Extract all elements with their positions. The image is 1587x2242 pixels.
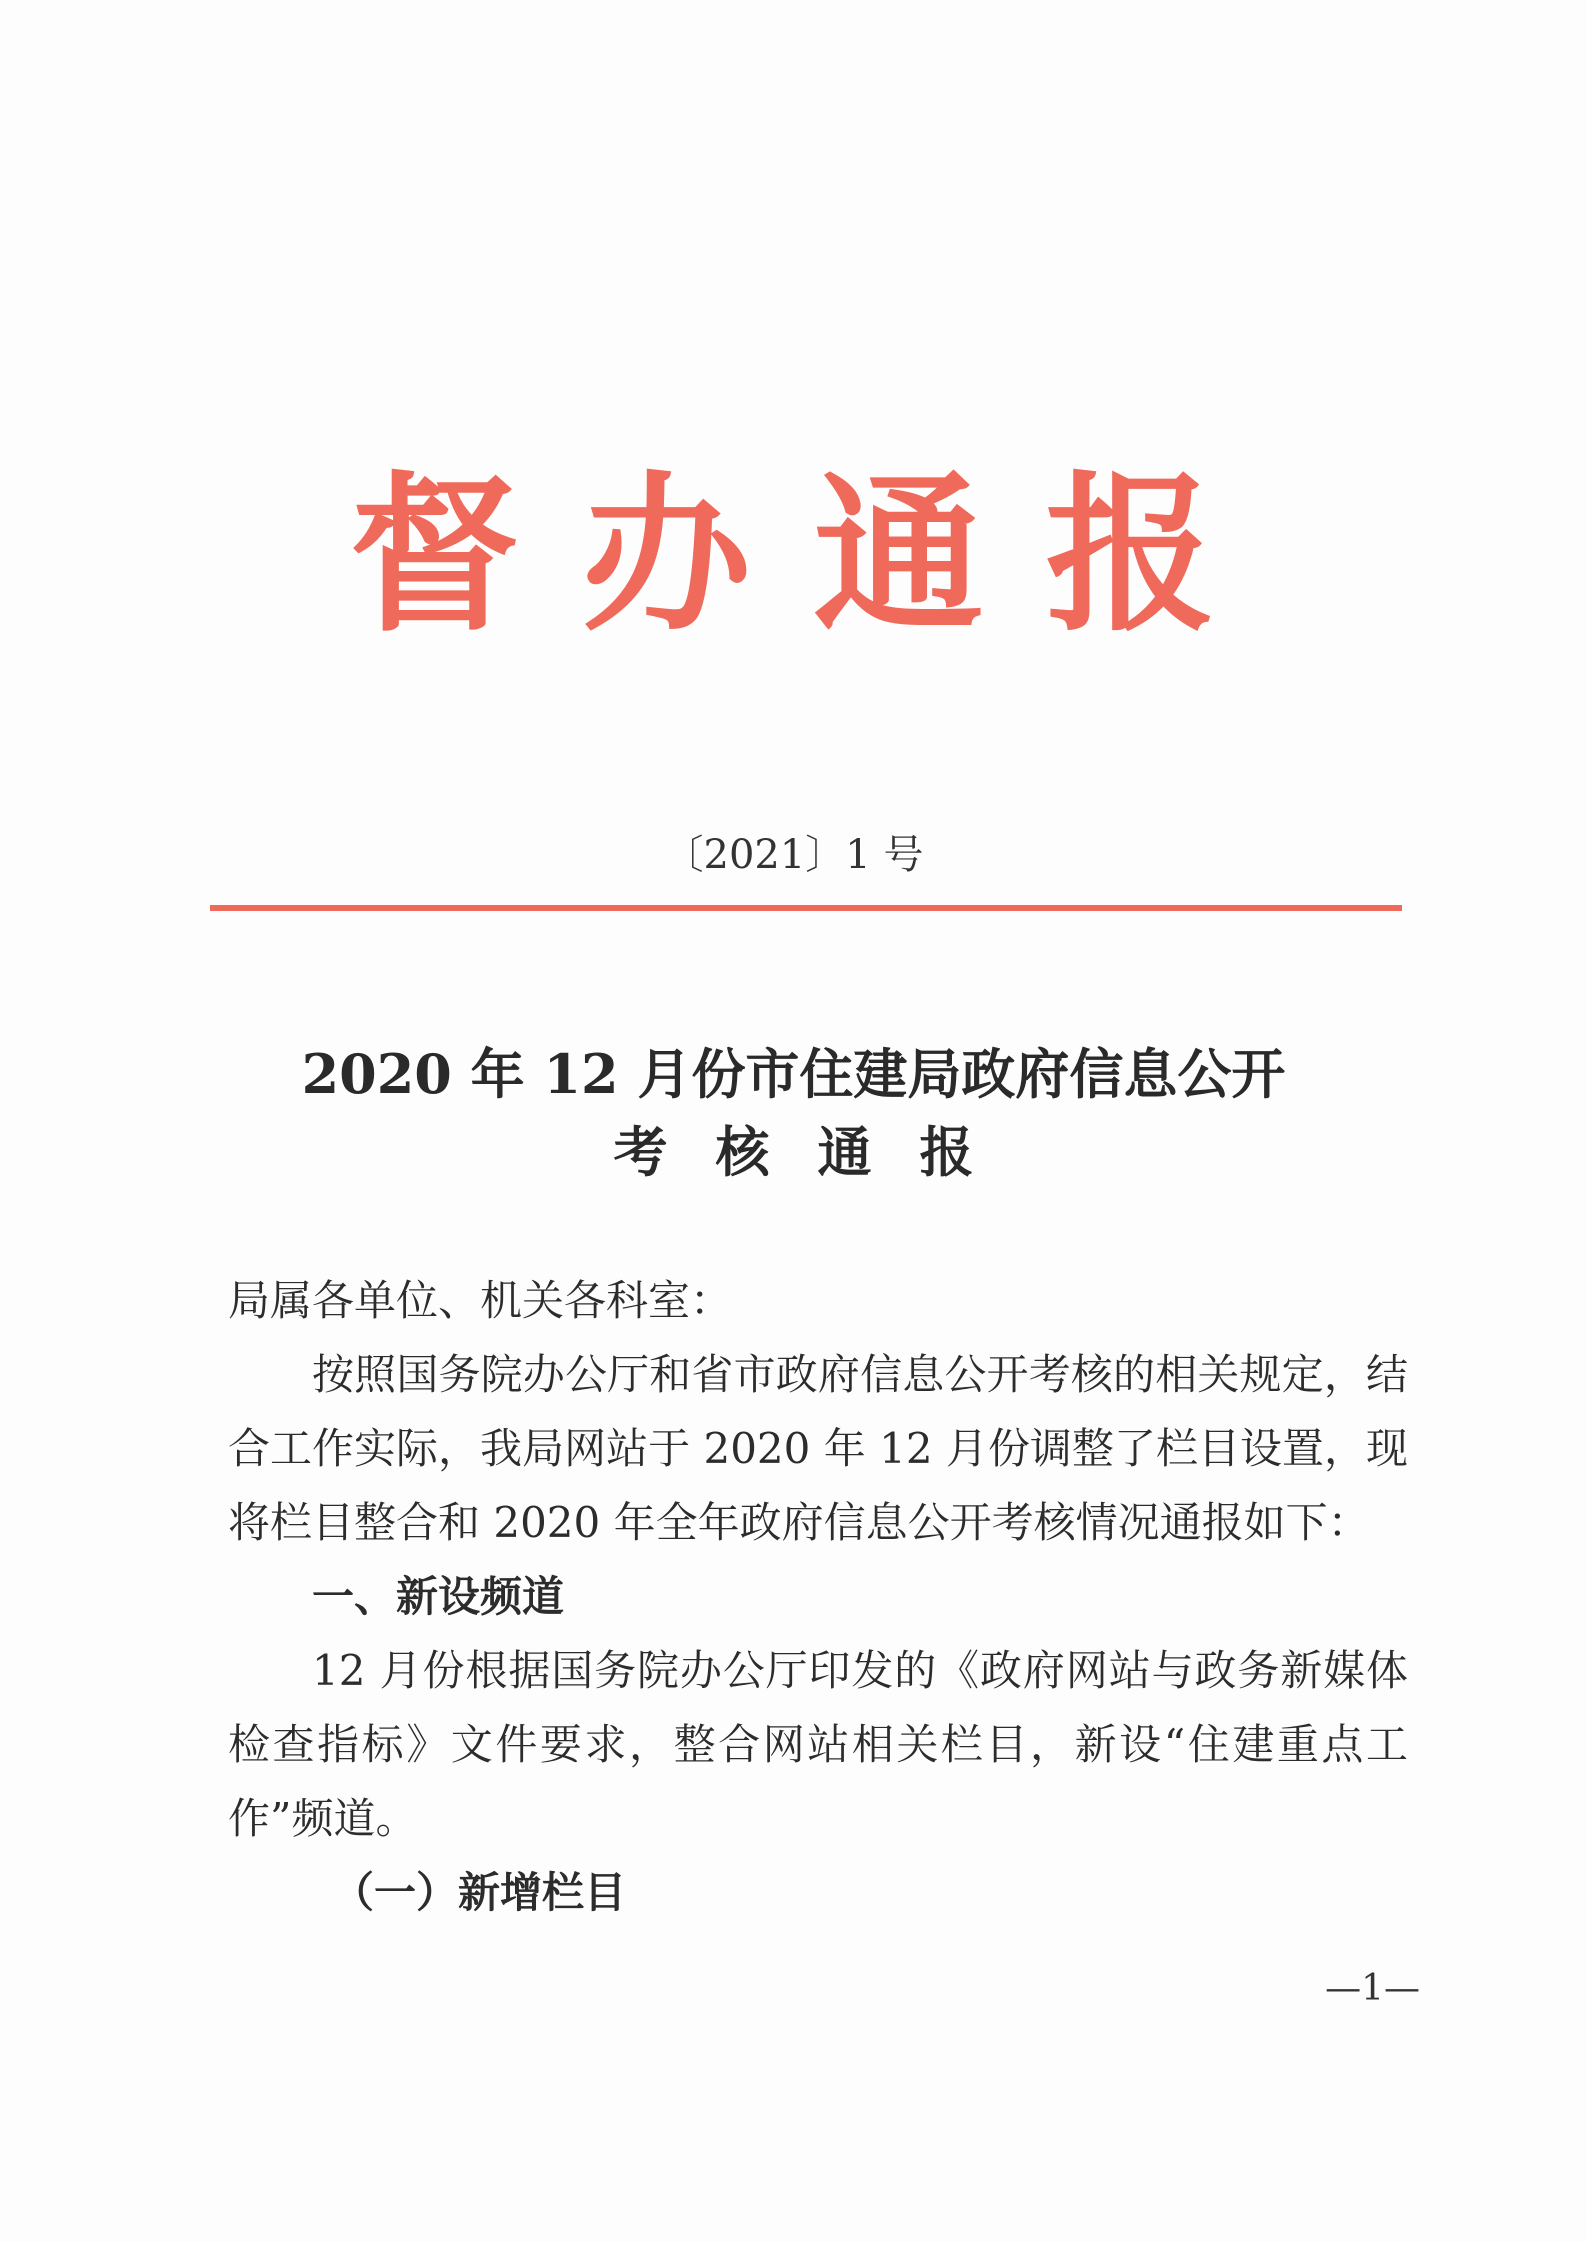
paragraph: 12 月份根据国务院办公厅印发的《政府网站与政务新媒体检查指标》文件要求，整合网站相关栏目，新设“住建重点工作”频道。	[228, 1646, 1408, 1843]
title-line-1: 2020 年 12 月份市住建局政府信息公开	[301, 1042, 1286, 1106]
paragraph: 按照国务院办公厅和省市政府信息公开考核的相关规定，结合工作实际，我局网站于 2020 年 12 月份调整了栏目设置，现将栏目整合和 2020 年全年政府信息公开考核情况通报如下：	[228, 1350, 1408, 1547]
subsection-heading: （一）新增栏目	[332, 1868, 627, 1917]
masthead-title: 督办通报	[349, 455, 1278, 655]
title-line-2: 考核通报	[613, 1120, 1022, 1184]
red-divider	[210, 905, 1402, 911]
document-number: 〔2021〕1 号	[663, 832, 924, 878]
document-title	[0, 1035, 1587, 1191]
page-number: —1—	[1325, 1968, 1420, 2009]
section-heading: 一、新设频道	[312, 1572, 565, 1621]
document-body	[228, 1264, 1408, 1930]
salutation: 局属各单位、机关各科室：	[228, 1276, 733, 1325]
